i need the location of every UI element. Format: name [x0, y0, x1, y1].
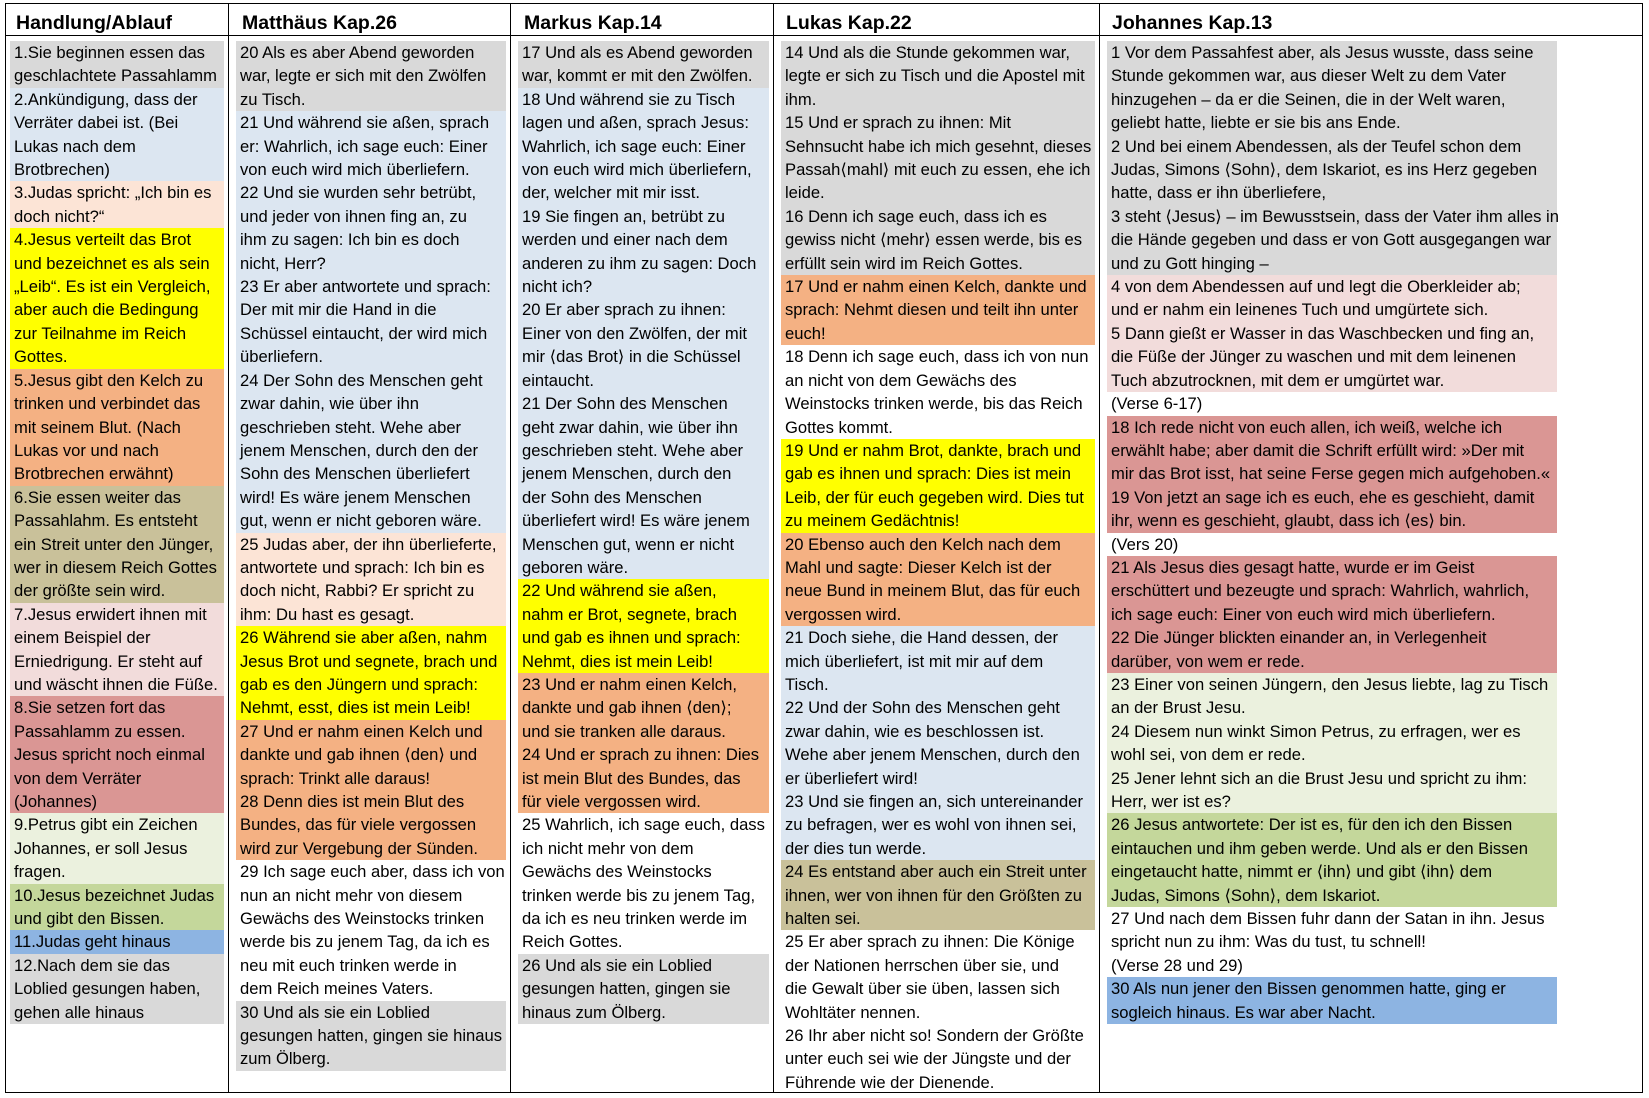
text-line: euch! — [785, 323, 826, 343]
text-line: antwortete und sprach: Ich bin es — [240, 557, 485, 577]
text-line: spricht nun zu ihm: Was du tust, tu schnell! — [1111, 932, 1426, 952]
text-line: 20 Er aber sprach zu ihnen: — [522, 300, 726, 320]
text-line: die Hände gegeben und dass er von Gott ausgegangen war — [1111, 230, 1552, 250]
text-line: 15 Und er sprach zu ihnen: Mit — [785, 113, 1011, 133]
text-line: Wahrlich, ich sage euch: Einer — [522, 136, 746, 156]
text-line: überliefert wird! Es wäre jenem — [522, 511, 750, 531]
text-line: wohl sei, von dem er rede. — [1111, 745, 1306, 765]
text-line: zur Teilnahme im Reich — [14, 323, 187, 343]
text-line: der dies tun werde. — [785, 838, 927, 858]
text-line: und zu Gott hinging – — [1111, 253, 1269, 273]
text-line: und wäscht ihnen die Füße. — [14, 674, 218, 694]
text-line: ein Streit unter den Jünger, — [14, 534, 214, 554]
text-line: 21 Als Jesus dies gesagt hatte, wurde er im Geist — [1111, 557, 1475, 577]
text-line: 22 Und der Sohn des Menschen geht — [785, 698, 1060, 718]
text-line: mir das Brot isst, hat seine Ferse gegen mich aufgehoben.« — [1111, 464, 1551, 484]
text-block — [1107, 275, 1557, 392]
text-line: 30 Als nun jener den Bissen genommen hatte, ging er — [1111, 979, 1506, 999]
text-line: 24 Der Sohn des Menschen geht — [240, 370, 483, 390]
text-line: Lukas nach dem — [14, 136, 136, 156]
text-line: Gottes kommt. — [785, 417, 893, 437]
text-line: zu Tisch. — [240, 89, 306, 109]
text-block — [1107, 556, 1557, 673]
text-line: (Verse 28 und 29) — [1111, 955, 1243, 975]
text-line: ihm zu sagen: Ich bin es doch — [240, 230, 460, 250]
text-line: Tisch. — [785, 674, 829, 694]
text-line: werde bis zu jenem Tag, da ich es — [240, 932, 490, 952]
text-line: eintaucht. — [522, 370, 594, 390]
text-line: ich sage euch: Einer von euch wird mich überliefern. — [1111, 604, 1496, 624]
text-line: 5 Dann gießt er Wasser in das Waschbecken und fing an, — [1111, 323, 1535, 343]
text-block — [518, 41, 769, 88]
text-line: die Füße der Jünger zu waschen und mit dem leinenen — [1111, 347, 1516, 367]
column-divider — [510, 4, 511, 1092]
text-block — [236, 41, 506, 111]
text-line: nun an nicht mehr von diesem — [240, 885, 463, 905]
text-line: 23 Und sie fingen an, sich untereinander — [785, 792, 1083, 811]
text-line: jenem Menschen, durch den — [522, 464, 732, 484]
text-line: Brotbrechen erwähnt) — [14, 464, 174, 484]
text-line: 14 Und als die Stunde gekommen war, — [785, 43, 1071, 62]
text-line: Judas, Simons ⟨Sohn⟩, dem Iskariot. — [1111, 885, 1381, 905]
text-line: Sohn des Menschen überliefert — [240, 464, 470, 484]
text-line: Gewächs des Weinstocks trinken — [240, 909, 485, 929]
text-block — [10, 369, 224, 486]
text-line: nahm er Brot, segnete, brach — [522, 604, 737, 624]
text-block — [10, 181, 224, 228]
text-line: Einer von den Zwölfen, der mit — [522, 323, 748, 343]
text-line: sogleich hinaus. Es war aber Nacht. — [1111, 1002, 1376, 1022]
text-line: Lukas vor und nach — [14, 440, 159, 460]
text-line: 26 Ihr aber nicht so! Sondern der Größte — [785, 1026, 1084, 1046]
text-line: Nehmt, esst, dies ist mein Leib! — [240, 698, 471, 718]
text-line: 25 Wahrlich, ich sage euch, dass — [522, 815, 765, 835]
text-line: 30 Und als sie ein Loblied — [240, 1002, 431, 1022]
text-line: er: Wahrlich, ich sage euch: Einer — [240, 136, 488, 156]
column-markus — [518, 41, 769, 1024]
text-line: 23 Einer von seinen Jüngern, den Jesus liebte, lag zu Tisch — [1111, 674, 1549, 694]
text-line: zu meinem Gedächtnis! — [785, 511, 960, 531]
text-line: dem Reich meines Vaters. — [240, 979, 434, 999]
text-line: sprach: Trinkt alle daraus! — [240, 768, 430, 788]
text-line: 20 Als es aber Abend geworden — [240, 43, 475, 62]
text-line: jenem Menschen, durch den der — [240, 440, 478, 460]
text-block — [781, 860, 1095, 930]
text-block — [781, 533, 1095, 627]
text-line: 20 Ebenso auch den Kelch nach dem — [785, 534, 1061, 554]
text-block — [518, 673, 769, 813]
text-line: er überliefert wird! — [785, 768, 918, 788]
text-line: neue Bund in meinem Blut, das für euch — [785, 581, 1081, 601]
text-block — [10, 41, 224, 88]
text-line: 1 Vor dem Passahfest aber, als Jesus wusste, dass seine — [1111, 43, 1534, 62]
text-line: 9.Petrus gibt ein Zeichen — [14, 815, 198, 835]
text-line: hatte, dass er ihn überliefere, — [1111, 183, 1326, 203]
text-block — [236, 720, 506, 860]
text-line: mit seinem Blut. (Nach — [14, 417, 181, 437]
text-line: wird zur Vergebung der Sünden. — [240, 838, 479, 858]
header-lukas: Lukas Kap.22 — [786, 12, 912, 34]
text-line: (Vers 20) — [1111, 534, 1179, 554]
text-line: die Gewalt über sie üben, lassen sich — [785, 979, 1060, 999]
text-line: Tuch abzutrocknen, mit dem er umgürtet war. — [1111, 370, 1445, 390]
text-line: ihm: Du hast es gesagt. — [240, 604, 415, 624]
text-line: 11.Judas geht hinaus — [14, 932, 171, 952]
text-line: 3 steht ⟨Jesus⟩ – im Bewusstsein, dass der Vater ihm alles in — [1111, 206, 1559, 226]
text-block — [781, 930, 1095, 1094]
text-line: Gottes. — [14, 347, 68, 367]
text-line: gab es den Jüngern und sprach: — [240, 674, 479, 694]
text-line: erwählt habe; aber damit die Schrift erfüllt wird: »Der mit — [1111, 440, 1525, 460]
text-block — [10, 88, 224, 182]
column-johannes — [1107, 41, 1557, 1024]
text-line: 22 Die Jünger blickten einander an, in Verlegenheit — [1111, 628, 1487, 648]
text-line: 4.Jesus verteilt das Brot — [14, 230, 192, 250]
text-block — [10, 930, 224, 953]
text-line: Jesus Brot und segnete, brach und — [240, 651, 498, 671]
text-line: 6.Sie essen weiter das — [14, 487, 181, 507]
text-line: Jesus spricht noch einmal — [14, 745, 205, 765]
text-line: Loblied gesungen haben, — [14, 979, 201, 999]
text-block — [236, 860, 506, 1000]
text-block — [1107, 673, 1557, 813]
text-line: Leib, der für euch gegeben wird. Dies tut — [785, 487, 1084, 507]
text-line: 25 Er aber sprach zu ihnen: Die Könige — [785, 932, 1075, 952]
text-block — [10, 486, 224, 603]
text-line: 27 Und er nahm einen Kelch und — [240, 721, 483, 741]
column-matthaeus — [236, 41, 506, 1071]
text-line: 22 Und sie wurden sehr betrübt, — [240, 183, 477, 203]
text-line: 29 Ich sage euch aber, dass ich von — [240, 862, 505, 882]
text-line: 16 Denn ich sage euch, dass ich es — [785, 206, 1047, 226]
text-line: 23 Und er nahm einen Kelch, — [522, 674, 737, 694]
text-line: anderen zu ihm zu sagen: Doch — [522, 253, 757, 273]
text-line: 2.Ankündigung, dass der — [14, 89, 198, 109]
text-line: 18 Und während sie zu Tisch — [522, 89, 736, 109]
text-line: aber auch die Bedingung — [14, 300, 199, 320]
text-line: 3.Judas spricht: „Ich bin es — [14, 183, 212, 203]
text-line: 1.Sie beginnen essen das — [14, 43, 205, 62]
text-block — [781, 275, 1095, 345]
text-line: leide. — [785, 183, 825, 203]
text-line: fragen. — [14, 862, 66, 882]
text-line: Judas, Simons ⟨Sohn⟩, dem Iskariot, es ins Herz gegeben — [1111, 160, 1538, 180]
text-line: Erniedrigung. Er steht auf — [14, 651, 203, 671]
text-line: eingetaucht hatte, nimmt er ⟨ihn⟩ und gibt ⟨ihn⟩ dem — [1111, 862, 1493, 882]
text-line: dankte und gab ihnen ⟨den⟩; — [522, 698, 732, 718]
text-block — [236, 111, 506, 532]
text-line: 21 Doch siehe, die Hand dessen, der — [785, 628, 1059, 648]
header-matthaeus: Matthäus Kap.26 — [242, 12, 397, 34]
text-line: Brotbrechen) — [14, 160, 110, 180]
text-line: Nehmt, dies ist mein Leib! — [522, 651, 713, 671]
text-line: werden und einer nach dem — [522, 230, 728, 250]
text-line: von euch wird mich überliefern, — [522, 160, 752, 180]
text-line: „Leib“. Es ist ein Vergleich, — [14, 277, 211, 297]
text-line: mich überliefert, ist mit mir auf dem — [785, 651, 1044, 671]
text-line: 17 Und als es Abend geworden — [522, 43, 753, 62]
text-block — [781, 41, 1095, 275]
text-line: 2 Und bei einem Abendessen, als der Teufel schon dem — [1111, 136, 1522, 156]
text-line: Gewächs des Weinstocks — [522, 862, 712, 882]
text-line: hinzugehen – da er die Seinen, die in der Welt waren, — [1111, 89, 1506, 109]
text-block — [10, 228, 224, 368]
text-line: 18 Denn ich sage euch, dass ich von nun — [785, 347, 1089, 367]
text-line: 21 Und während sie aßen, sprach — [240, 113, 490, 133]
text-line: (Verse 6-17) — [1111, 394, 1203, 414]
text-block — [1107, 813, 1557, 907]
text-block — [518, 88, 769, 580]
text-line: ist mein Blut des Bundes, das — [522, 768, 741, 788]
text-line: geht zwar dahin, wie über ihn — [522, 417, 738, 437]
text-line: 7.Jesus erwidert ihnen mit — [14, 604, 207, 624]
text-line: 19 Und er nahm Brot, dankte, brach und — [785, 440, 1082, 460]
text-line: zwar dahin, wie es beschlossen ist. — [785, 721, 1045, 741]
text-line: 24 Und er sprach zu ihnen: Dies — [522, 745, 760, 765]
text-line: an der Brust Jesu. — [1111, 698, 1246, 718]
text-block — [236, 1001, 506, 1071]
text-line: erschüttert und bezeugte und sprach: Wahrlich, wahrlich, — [1111, 581, 1530, 601]
text-line: wird! Es wäre jenem Menschen — [240, 487, 471, 507]
text-line: Passahlamm zu essen. — [14, 721, 186, 741]
text-block — [518, 813, 769, 953]
text-line: Reich Gottes. — [522, 932, 623, 952]
text-line: und bezeichnet es als sein — [14, 253, 210, 273]
text-line: für viele vergossen wird. — [522, 792, 701, 811]
text-line: Führende wie der Dienende. — [785, 1072, 995, 1092]
text-line: doch nicht?“ — [14, 206, 105, 226]
text-line: zwar dahin, wie über ihn — [240, 394, 419, 414]
text-line: 8.Sie setzen fort das — [14, 698, 166, 718]
text-block — [10, 954, 224, 1024]
text-line: eintauchen und ihm geben werde. Und als er den Bissen — [1111, 838, 1528, 858]
text-line: hinaus zum Ölberg. — [522, 1002, 666, 1022]
text-line: ihnen, wer von ihnen für den Größten zu — [785, 885, 1083, 905]
text-line: neu mit euch trinken werde in — [240, 955, 457, 975]
text-line: 28 Denn dies ist mein Blut des — [240, 792, 465, 811]
text-line: geschlachtete Passahlamm — [14, 66, 217, 86]
column-handlung — [10, 41, 224, 1024]
text-line: 17 Und er nahm einen Kelch, dankte und — [785, 277, 1087, 297]
text-line: trinken werde bis zu jenem Tag, — [522, 885, 756, 905]
text-line: 26 Jesus antwortete: Der ist es, für den ich den Bissen — [1111, 815, 1513, 835]
text-line: gewiss nicht ⟨mehr⟩ essen werde, bis es — [785, 230, 1083, 250]
text-line: Verräter dabei ist. (Bei — [14, 113, 179, 133]
text-line: Sehnsucht habe ich mich gesehnt, dieses — [785, 136, 1092, 156]
text-line: der größte sein wird. — [14, 581, 166, 601]
text-line: da ich es neu trinken werde im — [522, 909, 748, 929]
text-line: und er nahm ein leinenes Tuch und umgürtete sich. — [1111, 300, 1489, 320]
text-line: 18 Ich rede nicht von euch allen, ich weiß, welche ich — [1111, 417, 1503, 437]
text-line: 24 Diesem nun winkt Simon Petrus, zu erfragen, wer es — [1111, 721, 1521, 741]
text-line: ihm. — [785, 89, 817, 109]
text-block — [781, 626, 1095, 860]
text-line: gesungen hatten, gingen sie hinaus — [240, 1026, 503, 1046]
text-line: Bundes, das für viele vergossen — [240, 815, 477, 835]
text-line: 24 Es entstand aber auch ein Streit unter — [785, 862, 1087, 882]
column-lukas — [781, 41, 1095, 1094]
comparison-table — [5, 3, 1643, 1093]
text-line: geschrieben steht. Wehe aber — [240, 417, 462, 437]
text-line: zu befragen, wer es wohl von ihnen sei, — [785, 815, 1077, 835]
text-line: und sie tranken alle daraus. — [522, 721, 726, 741]
text-block — [236, 626, 506, 720]
text-line: 23 Er aber antwortete und sprach: — [240, 277, 491, 297]
text-line: von euch wird mich überliefern. — [240, 160, 470, 180]
text-block — [10, 696, 224, 813]
text-line: dankte und gab ihnen ⟨den⟩ und — [240, 745, 478, 765]
text-line: gehen alle hinaus — [14, 1002, 145, 1022]
text-line: vergossen wird. — [785, 604, 902, 624]
text-line: wer in diesem Reich Gottes — [14, 557, 217, 577]
text-block — [10, 884, 224, 931]
text-line: zum Ölberg. — [240, 1049, 331, 1069]
column-divider — [1099, 4, 1100, 1092]
text-line: Johannes, er soll Jesus — [14, 838, 188, 858]
text-block — [781, 439, 1095, 533]
text-line: ihr, wenn es geschieht, glaubt, dass ich ⟨es⟩ bin. — [1111, 511, 1467, 531]
text-block — [781, 345, 1095, 439]
text-line: geliebt hatte, liebte er sie bis ans Ende. — [1111, 113, 1401, 133]
text-block — [1107, 533, 1557, 556]
header-markus: Markus Kap.14 — [524, 12, 662, 34]
text-line: 26 Und als sie ein Loblied — [522, 955, 713, 975]
text-block — [1107, 977, 1557, 1024]
text-line: Wohltäter nennen. — [785, 1002, 921, 1022]
text-block — [1107, 416, 1557, 533]
column-divider — [773, 4, 774, 1092]
text-line: ich nicht mehr von dem — [522, 838, 694, 858]
text-line: trinken und verbindet das — [14, 394, 201, 414]
text-block — [10, 603, 224, 697]
text-line: halten sei. — [785, 909, 861, 929]
text-line: der, welcher mit mir isst. — [522, 183, 700, 203]
text-block — [518, 579, 769, 673]
text-block — [1107, 392, 1557, 415]
text-line: überliefern. — [240, 347, 324, 367]
text-line: 25 Jener lehnt sich an die Brust Jesu und spricht zu ihm: — [1111, 768, 1527, 788]
text-line: 21 Der Sohn des Menschen — [522, 394, 728, 414]
text-line: war, legte er sich mit den Zwölfen — [240, 66, 487, 86]
text-line: Herr, wer ist es? — [1111, 792, 1231, 811]
text-line: doch nicht, Rabbi? Er spricht zu — [240, 581, 475, 601]
text-line: geschrieben steht. Wehe aber — [522, 440, 744, 460]
text-block — [10, 813, 224, 883]
text-block — [518, 954, 769, 1024]
text-line: Passah⟨mahl⟩ mit euch zu essen, ehe ich — [785, 160, 1091, 180]
text-line: Menschen gut, wenn er nicht — [522, 534, 735, 554]
header-handlung: Handlung/Ablauf — [16, 12, 172, 34]
text-line: gut, wenn er nicht geboren wäre. — [240, 511, 482, 531]
column-divider — [228, 4, 229, 1092]
text-line: nicht, Herr? — [240, 253, 326, 273]
text-line: war, kommt er mit den Zwölfen. — [522, 66, 753, 86]
text-line: und gab es ihnen und sprach: — [522, 628, 741, 648]
text-line: und jeder von ihnen fing an, zu — [240, 206, 467, 226]
text-line: der Nationen herrschen über sie, und — [785, 955, 1059, 975]
text-line: mir ⟨das Brot⟩ in die Schüssel — [522, 347, 741, 367]
text-line: 5.Jesus gibt den Kelch zu — [14, 370, 204, 390]
text-line: gesungen hatten, gingen sie — [522, 979, 731, 999]
text-line: 19 Sie fingen an, betrübt zu — [522, 206, 725, 226]
text-block — [236, 533, 506, 627]
text-line: von dem Verräter — [14, 768, 142, 788]
text-line: erfüllt sein wird im Reich Gottes. — [785, 253, 1023, 273]
text-line: 27 Und nach dem Bissen fuhr dann der Satan in ihn. Jesus — [1111, 909, 1545, 929]
text-line: legte er sich zu Tisch und die Apostel mit — [785, 66, 1085, 86]
text-line: an nicht von dem Gewächs des — [785, 370, 1017, 390]
text-block — [1107, 907, 1557, 977]
text-line: 25 Judas aber, der ihn überlieferte, — [240, 534, 497, 554]
text-line: Schüssel eintaucht, der wird mich — [240, 323, 488, 343]
text-line: geboren wäre. — [522, 557, 629, 577]
text-line: 22 Und während sie aßen, — [522, 581, 717, 601]
text-line: Mahl und sagte: Dieser Kelch ist der — [785, 557, 1052, 577]
text-line: Stunde gekommen war, aus dieser Welt zu dem Vater — [1111, 66, 1507, 86]
text-line: 4 von dem Abendessen auf und legt die Oberkleider ab; — [1111, 277, 1521, 297]
text-line: Wehe aber jenem Menschen, durch den — [785, 745, 1080, 765]
text-line: Weinstocks trinken werde, bis das Reich — [785, 394, 1083, 414]
text-line: 12.Nach dem sie das — [14, 955, 170, 975]
text-line: sprach: Nehmt diesen und teilt ihn unter — [785, 300, 1079, 320]
text-line: der Sohn des Menschen — [522, 487, 702, 507]
text-line: einem Beispiel der — [14, 628, 151, 648]
text-line: lagen und aßen, sprach Jesus: — [522, 113, 749, 133]
text-line: Passahlahm. Es entsteht — [14, 511, 198, 531]
text-line: 19 Von jetzt an sage ich es euch, ehe es geschieht, damit — [1111, 487, 1535, 507]
text-line: unter euch sei wie der Jüngste und der — [785, 1049, 1071, 1069]
text-block — [1107, 41, 1557, 275]
text-line: darüber, von wem er rede. — [1111, 651, 1305, 671]
text-line: Der mit mir die Hand in die — [240, 300, 437, 320]
text-line: 10.Jesus bezeichnet Judas — [14, 885, 215, 905]
text-line: 26 Während sie aber aßen, nahm — [240, 628, 488, 648]
text-line: nicht ich? — [522, 277, 593, 297]
text-line: (Johannes) — [14, 792, 98, 811]
text-line: gab es ihnen und sprach: Dies ist mein — [785, 464, 1071, 484]
header-johannes: Johannes Kap.13 — [1112, 12, 1273, 34]
text-line: und gibt den Bissen. — [14, 909, 165, 929]
